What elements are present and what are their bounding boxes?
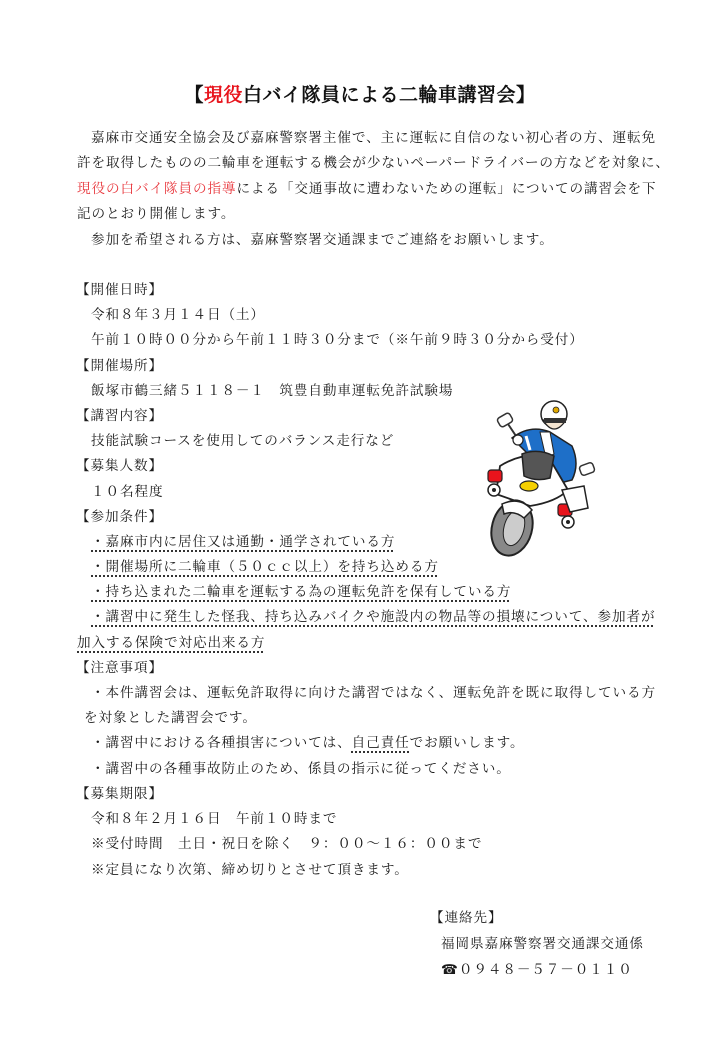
condition-text: ・嘉麻市内に居住又は通勤・通学されている方 bbox=[91, 534, 396, 550]
condition-text: 加入する保険で対応出来る方 bbox=[77, 635, 266, 651]
condition-text: ・講習中に発生した怪我、持ち込みバイクや施設内の物品等の損壊について、参加者が bbox=[91, 609, 656, 625]
contact-phone bbox=[441, 960, 633, 980]
note-text: でお願いします。 bbox=[409, 735, 525, 751]
section-heading-contact: 【連絡先】 bbox=[430, 910, 503, 926]
note-text: ・講習中における各種損害については、 bbox=[91, 735, 352, 751]
condition-item-1 bbox=[91, 532, 395, 552]
intro-line-3 bbox=[77, 179, 656, 199]
capacity-value: １０名程度 bbox=[91, 484, 164, 500]
section-heading-deadline: 【募集期限】 bbox=[76, 786, 163, 802]
intro-line-2: 許を取得したものの二輪車を運転する機会が少ないペーパードライバーの方などを対象に、 bbox=[77, 155, 670, 171]
intro-line-3-rest: による「交通事故に遭わないための運転」についての講習会を下 bbox=[236, 181, 657, 197]
reception-hours: ※受付時間 土日・祝日を除く ９：００～１６：００まで bbox=[91, 836, 483, 852]
intro-red-phrase: 現役の白バイ隊員の指導 bbox=[77, 181, 237, 197]
phone-number: ０９４８－５７－０１１０ bbox=[458, 962, 633, 978]
condition-item-2 bbox=[91, 557, 439, 577]
condition-text: ・開催場所に二輪車（５０ｃｃ以上）を持ち込める方 bbox=[91, 559, 439, 575]
intro-line-4: 記のとおり開催します。 bbox=[77, 206, 236, 222]
police-motorcycle-icon bbox=[472, 398, 600, 563]
event-time: 午前１０時００分から午前１１時３０分まで（※午前９時３０分から受付） bbox=[91, 332, 584, 348]
note-item-1: ・本件講習会は、運転免許取得に向けた講習ではなく、運転免許を既に取得している方 bbox=[91, 685, 656, 701]
contact-organization: 福岡県嘉麻警察署交通課交通係 bbox=[441, 936, 644, 952]
intro-line-5: 参加を希望される方は、嘉麻警察署交通課までご連絡をお願いします。 bbox=[91, 232, 554, 248]
self-responsibility-text: 自己責任 bbox=[351, 735, 410, 751]
title-text: 白バイ隊員による二輪車講習会 bbox=[243, 84, 517, 106]
condition-item-4-cont bbox=[77, 633, 265, 653]
note-item-2 bbox=[91, 733, 524, 753]
note-item-1-cont: を対象とした講習会です。 bbox=[84, 710, 257, 726]
section-heading-content: 【講習内容】 bbox=[76, 408, 163, 424]
section-heading-capacity: 【募集人数】 bbox=[76, 458, 163, 474]
course-content: 技能試験コースを使用してのバランス走行など bbox=[91, 433, 395, 449]
event-date: 令和８年３月１４日（土） bbox=[91, 307, 265, 323]
title-bracket-open: 【 bbox=[184, 84, 204, 106]
section-heading-notes: 【注意事項】 bbox=[76, 660, 163, 676]
intro-line-1: 嘉麻市交通安全協会及び嘉麻警察署主催で、主に運転に自信のない初心者の方、運転免 bbox=[91, 130, 656, 146]
phone-icon: ☎ bbox=[441, 962, 459, 978]
condition-item-4 bbox=[91, 607, 655, 627]
section-heading-datetime: 【開催日時】 bbox=[76, 282, 163, 298]
capacity-note: ※定員になり次第、締め切りとさせて頂きます。 bbox=[91, 862, 409, 878]
section-heading-conditions: 【参加条件】 bbox=[76, 509, 163, 525]
venue-address: 飯塚市鶴三緒５１１８－１ 筑豊自動車運転免許試験場 bbox=[91, 383, 454, 399]
title-highlight: 現役 bbox=[203, 84, 243, 106]
title-bracket-close: 】 bbox=[516, 84, 536, 106]
section-heading-venue: 【開催場所】 bbox=[76, 358, 163, 374]
deadline-date: 令和８年２月１６日 午前１０時まで bbox=[91, 811, 338, 827]
note-item-3: ・講習中の各種事故防止のため、係員の指示に従ってください。 bbox=[91, 761, 511, 777]
condition-text: ・持ち込まれた二輪車を運転する為の運転免許を保有している方 bbox=[91, 584, 512, 600]
condition-item-3 bbox=[91, 582, 511, 602]
page-title bbox=[0, 80, 720, 107]
